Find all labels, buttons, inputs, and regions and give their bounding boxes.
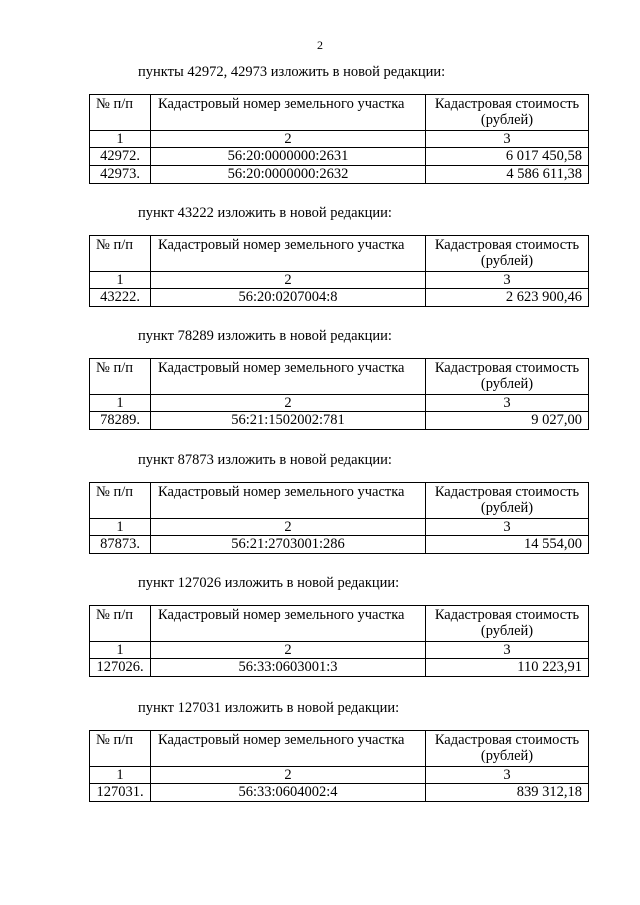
table-row [90, 784, 589, 802]
cadastral-number: 56:21:2703001:286 [151, 536, 426, 554]
column-number: 2 [151, 395, 426, 412]
column-number-row [90, 272, 589, 289]
cadastral-value: 4 586 611,38 [426, 166, 589, 184]
column-number: 1 [90, 767, 151, 784]
header-cadastral-number: Кадастровый номер земельного участка [151, 731, 426, 767]
cadastral-value: 6 017 450,58 [426, 148, 589, 166]
cadastral-number: 56:21:1502002:781 [151, 412, 426, 430]
column-number-row [90, 519, 589, 536]
header-value-line1: Кадастровая стоимость [434, 607, 580, 623]
table-header-row [90, 95, 589, 131]
cadastral-value: 14 554,00 [426, 536, 589, 554]
cadastral-table [89, 482, 589, 554]
row-number: 42973. [90, 166, 151, 184]
header-number: № п/п [90, 606, 151, 642]
column-number: 1 [90, 519, 151, 536]
column-number: 3 [426, 395, 589, 412]
table-row [90, 659, 589, 677]
table-row [90, 148, 589, 166]
header-number: № п/п [90, 483, 151, 519]
row-number: 43222. [90, 289, 151, 307]
table-row [90, 536, 589, 554]
header-value-line2: (рублей) [480, 253, 534, 269]
column-number: 3 [426, 272, 589, 289]
column-number-row [90, 131, 589, 148]
column-number: 1 [90, 131, 151, 148]
column-number: 1 [90, 272, 151, 289]
header-cadastral-number: Кадастровый номер земельного участка [151, 606, 426, 642]
row-number: 87873. [90, 536, 151, 554]
header-number: № п/п [90, 95, 151, 131]
amendment-intro: пункт 43222 изложить в новой редакции: [138, 205, 392, 221]
column-number: 3 [426, 519, 589, 536]
header-value-line1: Кадастровая стоимость [434, 484, 580, 500]
row-number: 78289. [90, 412, 151, 430]
header-cadastral-value [426, 236, 589, 272]
column-number: 2 [151, 519, 426, 536]
cadastral-table [89, 358, 589, 430]
header-value-line2: (рублей) [480, 748, 534, 764]
cadastral-table [89, 605, 589, 677]
header-value-line1: Кадастровая стоимость [434, 237, 580, 253]
amendment-intro: пункт 78289 изложить в новой редакции: [138, 328, 392, 344]
row-number: 127031. [90, 784, 151, 802]
cadastral-table [89, 235, 589, 307]
column-number: 2 [151, 272, 426, 289]
header-number: № п/п [90, 359, 151, 395]
header-value-line2: (рублей) [480, 623, 534, 639]
table-header-row [90, 483, 589, 519]
cadastral-value: 110 223,91 [426, 659, 589, 677]
column-number: 3 [426, 767, 589, 784]
table-header-row [90, 731, 589, 767]
cadastral-number: 56:33:0603001:3 [151, 659, 426, 677]
row-number: 127026. [90, 659, 151, 677]
header-cadastral-value [426, 359, 589, 395]
header-cadastral-value [426, 731, 589, 767]
amendment-intro: пункт 127026 изложить в новой редакции: [138, 575, 400, 591]
table-row [90, 289, 589, 307]
header-cadastral-number: Кадастровый номер земельного участка [151, 95, 426, 131]
cadastral-table [89, 94, 589, 184]
table-header-row [90, 236, 589, 272]
cadastral-value: 839 312,18 [426, 784, 589, 802]
cadastral-number: 56:20:0000000:2631 [151, 148, 426, 166]
column-number: 2 [151, 131, 426, 148]
column-number: 2 [151, 642, 426, 659]
row-number: 42972. [90, 148, 151, 166]
table-header-row [90, 606, 589, 642]
amendment-intro: пункт 87873 изложить в новой редакции: [138, 452, 392, 468]
table-header-row [90, 359, 589, 395]
column-number-row [90, 767, 589, 784]
table-row [90, 166, 589, 184]
amendment-intro: пункты 42972, 42973 изложить в новой редакции: [138, 64, 446, 80]
amendment-intro: пункт 127031 изложить в новой редакции: [138, 700, 400, 716]
column-number: 1 [90, 395, 151, 412]
cadastral-number: 56:33:0604002:4 [151, 784, 426, 802]
header-cadastral-number: Кадастровый номер земельного участка [151, 359, 426, 395]
column-number: 3 [426, 131, 589, 148]
page-number: 2 [317, 38, 323, 52]
header-value-line1: Кадастровая стоимость [434, 360, 580, 376]
header-number: № п/п [90, 731, 151, 767]
cadastral-number: 56:20:0207004:8 [151, 289, 426, 307]
cadastral-table [89, 730, 589, 802]
header-value-line1: Кадастровая стоимость [434, 96, 580, 112]
header-cadastral-value [426, 95, 589, 131]
header-number: № п/п [90, 236, 151, 272]
header-cadastral-value [426, 483, 589, 519]
header-value-line2: (рублей) [480, 500, 534, 516]
header-value-line1: Кадастровая стоимость [434, 732, 580, 748]
header-cadastral-number: Кадастровый номер земельного участка [151, 483, 426, 519]
header-cadastral-value [426, 606, 589, 642]
header-cadastral-number: Кадастровый номер земельного участка [151, 236, 426, 272]
column-number: 1 [90, 642, 151, 659]
cadastral-number: 56:20:0000000:2632 [151, 166, 426, 184]
header-value-line2: (рублей) [480, 112, 534, 128]
column-number-row [90, 642, 589, 659]
column-number-row [90, 395, 589, 412]
column-number: 2 [151, 767, 426, 784]
cadastral-value: 2 623 900,46 [426, 289, 589, 307]
table-row [90, 412, 589, 430]
header-value-line2: (рублей) [480, 376, 534, 392]
cadastral-value: 9 027,00 [426, 412, 589, 430]
column-number: 3 [426, 642, 589, 659]
